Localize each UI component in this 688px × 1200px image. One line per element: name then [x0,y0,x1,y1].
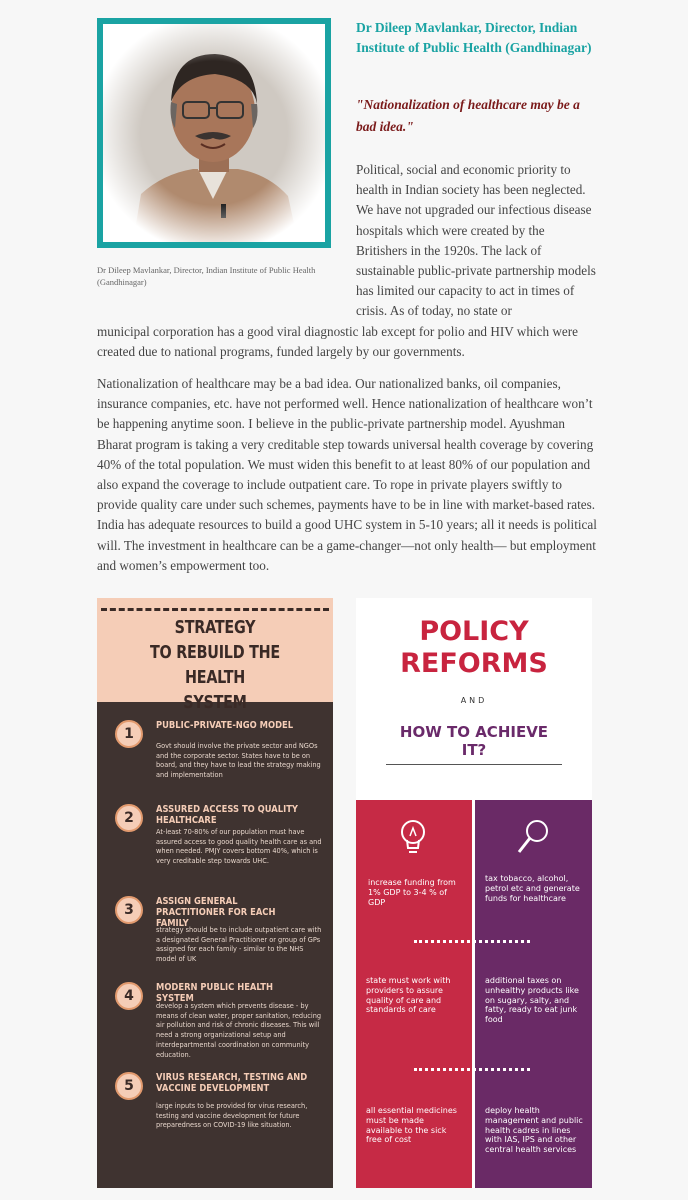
step-number-badge: 5 [115,1072,143,1100]
policy-point: all essential medicines must be made available to the sick free of cost [366,1106,457,1145]
step-number-badge: 1 [115,720,143,748]
strategy-item-title: VIRUS RESEARCH, TESTING AND VACCINE DEVELOPMENT [156,1072,308,1094]
strategy-infographic [97,598,333,1188]
policy-column-funding [356,800,472,1188]
policy-title-line-2: REFORMS [400,648,548,679]
step-number-badge: 4 [115,982,143,1010]
policy-title [356,616,592,680]
pull-quote: "Nationalization of healthcare may be a bad idea." [356,97,580,134]
strategy-item-text: large inputs to be provided for virus research, testing and vaccine development for future preparedness on COVID-19 like situation. [156,1102,308,1130]
strategy-title-line-2: TO REBUILD THE HEALTH [150,643,280,688]
policy-point: deploy health management and public health cadres in lines with IAS, IPS and other central health services [485,1106,583,1155]
strategy-item-title: PUBLIC-PRIVATE-NGO MODEL [156,720,294,731]
policy-infographic [356,598,592,1188]
strategy-item-title: MODERN PUBLIC HEALTH SYSTEM [156,982,274,1004]
magnifier-icon [515,818,551,858]
strategy-item-text: strategy should be to include outpatient care with a designated General Practitioner or group of GPs assigned for each family - similar to the NHS model of UK [156,926,322,964]
strategy-item-title: ASSIGN GENERAL PRACTITIONER FOR EACH FAMILY [156,896,276,929]
policy-point: increase funding from 1% GDP to 3-4 % of GDP [368,878,456,907]
strategy-title [118,616,312,716]
strategy-header [97,598,333,713]
author-photo [103,24,325,242]
strategy-title-line-1: STRATEGY [174,618,256,638]
policy-column-taxation [475,800,592,1188]
photo-caption: Dr Dileep Mavlankar, Director, Indian Institute of Public Health (Gandhinagar) [97,265,316,287]
dotted-divider [414,940,530,943]
strategy-item-text: Govt should involve the private sector and NGOs and the corporate sector. States have to be on board, and they have to lead the strategy making and implementation [156,742,321,780]
policy-point: additional taxes on unhealthy products like on sugary, salty, and fatty, ready to eat junk food [485,976,579,1025]
policy-point: tax tobacco, alcohol, petrol etc and generate funds for healthcare [485,874,580,903]
article-paragraph-2: Nationalization of healthcare may be a bad idea. Our nationalized banks, oil companies, insurance companies, etc. have not performed well. Hence nationalization of healthcare won’t be happening anytime soon. I believe in the public-private partnership model. Ayushman Bharat program is taking a very creditable step towards universal health coverage by covering 40% of the total population. We must widen this benefit to at least 80% of our population and also expand the coverage to include outpatient care. To rope in private players swiftly to provide quality care under such schemes, payments have to be in line with market-based rates. India has adequate resources to build a good UHC system in 5-10 years; all it needs is political will. The investment in healthcare can be a game-changer—not only health— but employment and women’s empowerment too. [97,376,597,573]
strategy-title-line-3: SYSTEM [183,693,247,713]
strategy-item-text: At-least 70-80% of our population must have assured access to good quality health care as and when needed. PMJY covers bottom 40%, which is very creditable step towards UHC. [156,828,322,866]
dotted-divider [414,1068,530,1071]
strategy-item-title: ASSURED ACCESS TO QUALITY HEALTHCARE [156,804,298,826]
howto-heading [356,723,592,759]
strategy-item-text: develop a system which prevents disease - by means of clean water, proper sanitation, reducing air pollution and risk of chronic diseases. This will need a strong organizational setup and interdepartmental coordination on community education. [156,1002,322,1059]
divider-line [386,764,562,765]
article-paragraph-1-top: Political, social and economic priority to health in Indian society has been neglected. We have not upgraded our infectious disease hospitals which were created by the Britishers in the 1920s. The lack of sustainable public-private partnership models has limited our capacity to act in times of crisis. As of today, no state or [356,162,596,319]
step-number-badge: 3 [115,896,143,924]
step-number-badge: 2 [115,804,143,832]
author-name: Dr Dileep Mavlankar, Director, Indian Institute of Public Health (Gandhinagar) [356,20,592,55]
lightbulb-icon [398,818,428,858]
and-label: AND [460,696,488,705]
policy-point: state must work with providers to assure quality of care and standards of care [366,976,451,1015]
article-paragraph-1-bottom: municipal corporation has a good viral diagnostic lab except for polio and HIV which were created due to national programs, funded largely by our governments. [97,324,578,360]
author-photo-frame [97,18,331,248]
howto-line-1: HOW TO ACHIEVE [399,723,549,741]
howto-line-2: IT? [461,741,487,759]
dashed-divider [101,608,329,611]
policy-title-line-1: POLICY [419,616,529,647]
